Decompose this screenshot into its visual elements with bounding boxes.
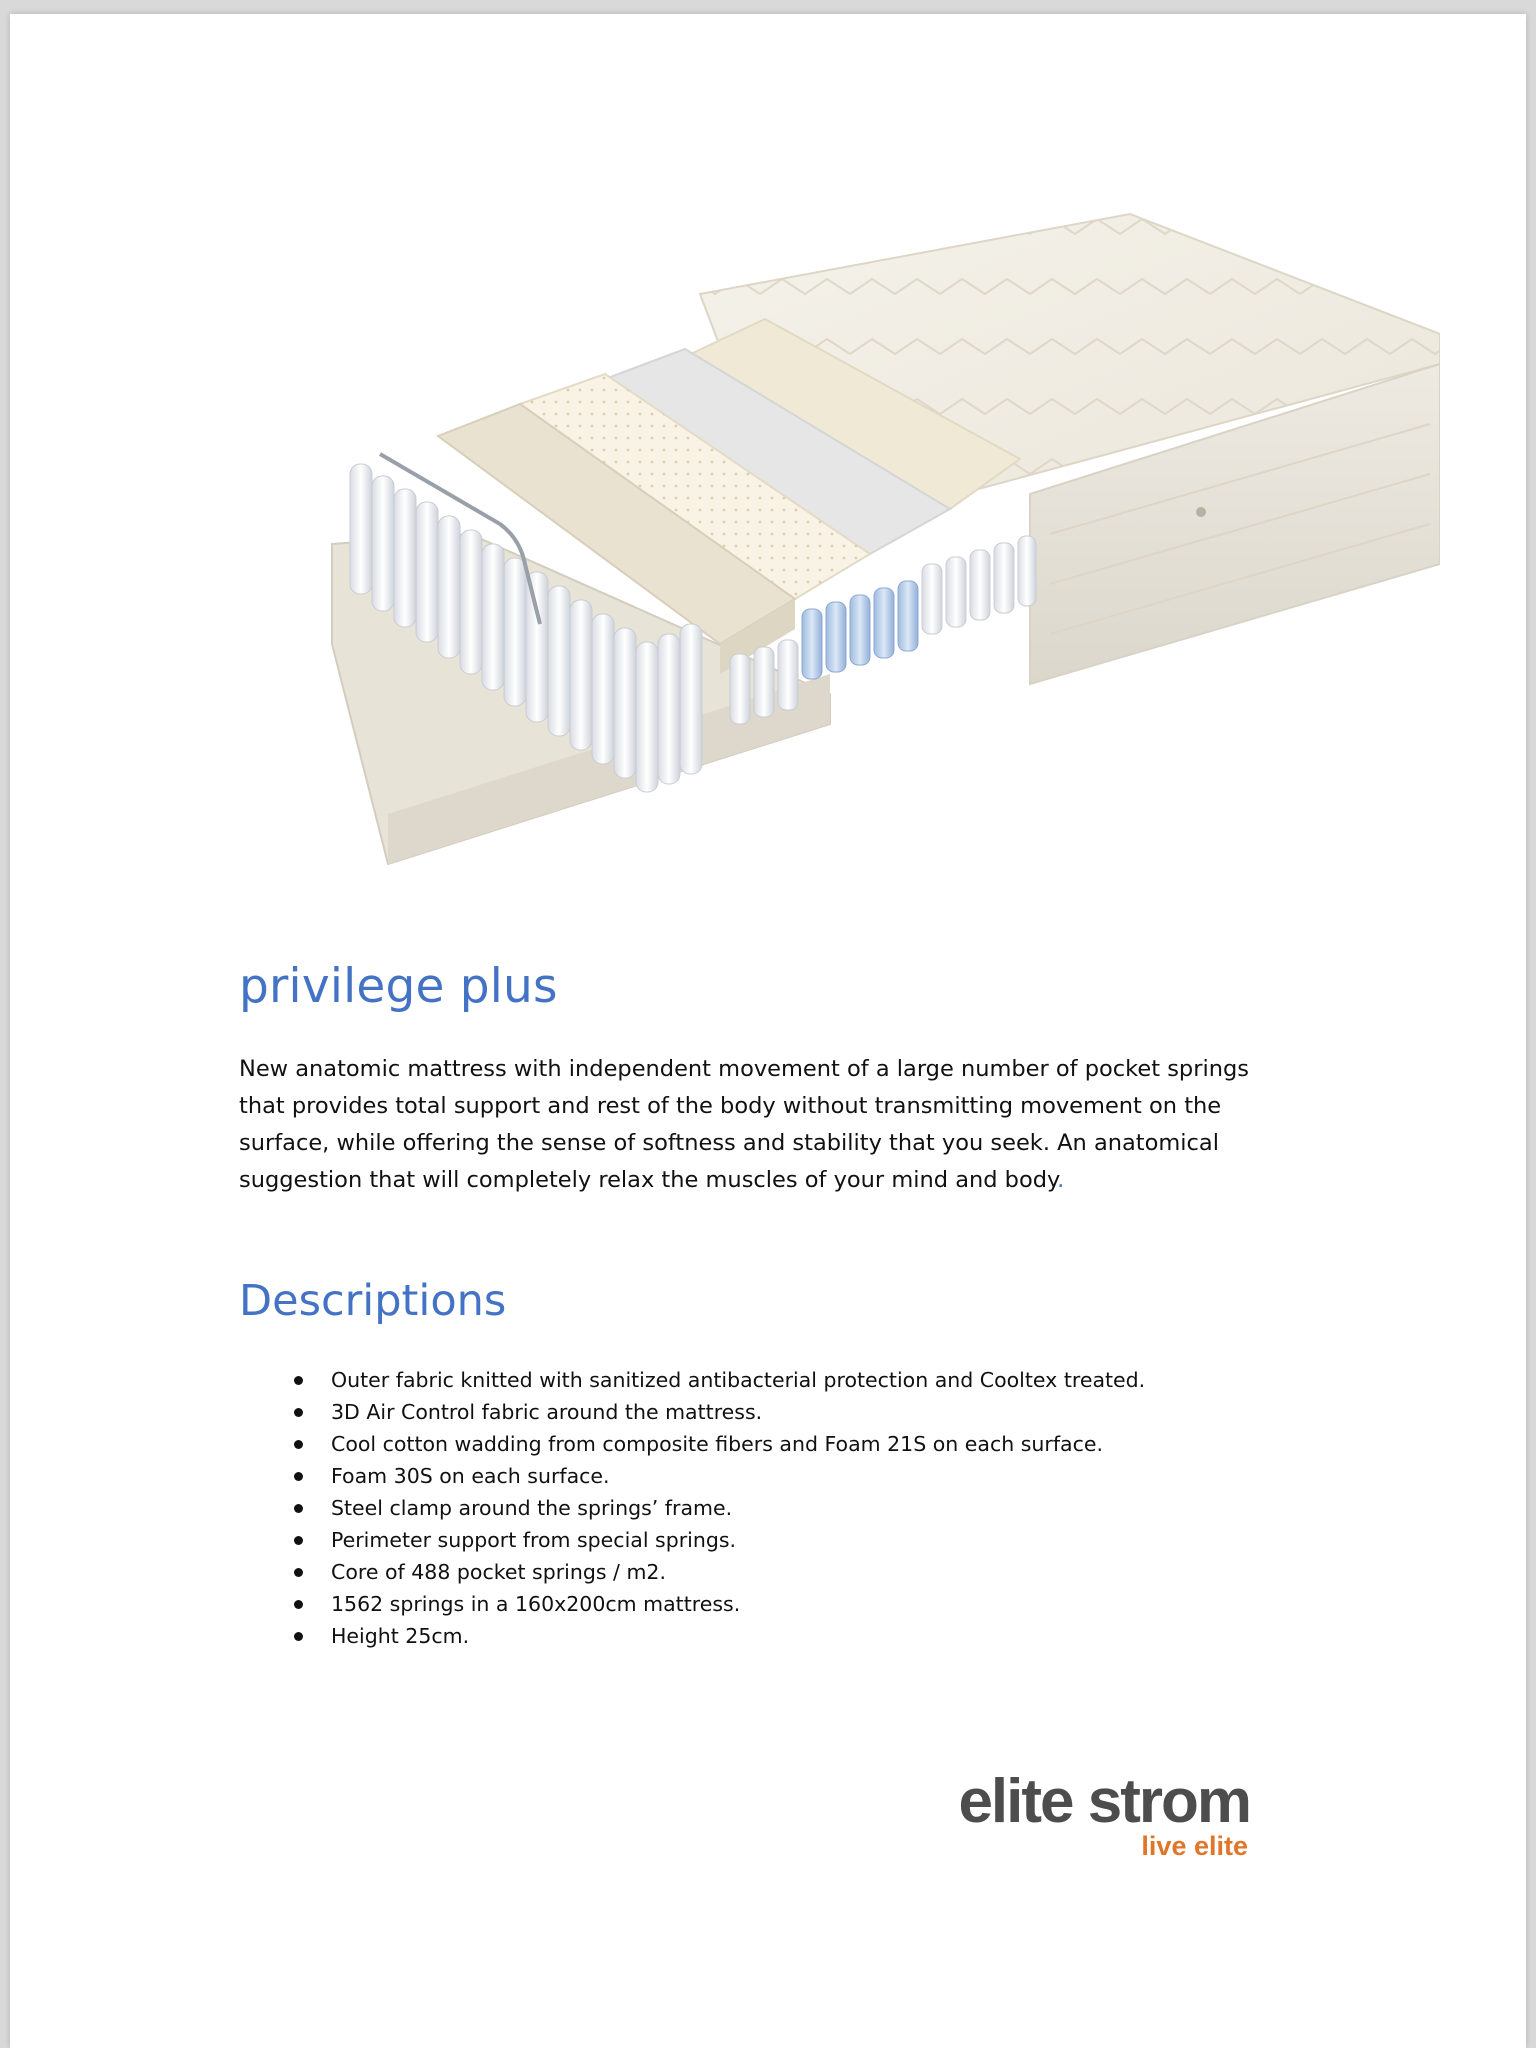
descriptions-heading: Descriptions <box>239 1276 507 1326</box>
bullet-icon <box>294 1440 303 1449</box>
product-title: privilege plus <box>239 959 558 1014</box>
list-item <box>239 1492 1239 1524</box>
list-item <box>239 1524 1239 1556</box>
list-item-text: Foam 30S on each surface. <box>331 1464 610 1488</box>
list-item <box>239 1620 1239 1652</box>
mattress-cross-section-image <box>310 204 1440 904</box>
product-description <box>239 1051 1299 1199</box>
list-item <box>239 1364 1239 1396</box>
descriptions-list <box>239 1364 1239 1652</box>
bullet-icon <box>294 1632 303 1641</box>
list-item-text: Height 25cm. <box>331 1624 470 1648</box>
document-page <box>10 14 1526 2048</box>
list-item-text: Outer fabric knitted with sanitized antibacterial protection and Cooltex treated. <box>331 1368 1146 1392</box>
product-description-end: . <box>1057 1167 1065 1193</box>
product-description-text: New anatomic mattress with independent movement of a large number of pocket springs that provides total support and rest of the body without transmitting movement on the surface, while offering the sense of softness and stability that you seek. An anatomical suggestion that will completely relax the muscles of your mind and body <box>239 1056 1249 1193</box>
brand-name: elite strom <box>958 1767 1250 1836</box>
list-item-text: 3D Air Control fabric around the mattress. <box>331 1400 763 1424</box>
brand-tagline: live elite <box>1141 1831 1248 1861</box>
bullet-icon <box>294 1408 303 1417</box>
brand-logo <box>920 1766 1250 1876</box>
list-item <box>239 1460 1239 1492</box>
list-item-text: Steel clamp around the springs’ frame. <box>331 1496 733 1520</box>
list-item <box>239 1396 1239 1428</box>
bullet-icon <box>294 1568 303 1577</box>
list-item <box>239 1428 1239 1460</box>
bullet-icon <box>294 1376 303 1385</box>
list-item <box>239 1588 1239 1620</box>
bullet-icon <box>294 1504 303 1513</box>
list-item-text: Perimeter support from special springs. <box>331 1528 737 1552</box>
bullet-icon <box>294 1472 303 1481</box>
list-item <box>239 1556 1239 1588</box>
list-item-text: Cool cotton wadding from composite fibers and Foam 21S on each surface. <box>331 1432 1104 1456</box>
bullet-icon <box>294 1536 303 1545</box>
list-item-text: Core of 488 pocket springs / m2. <box>331 1560 666 1584</box>
list-item-text: 1562 springs in a 160x200cm mattress. <box>331 1592 741 1616</box>
bullet-icon <box>294 1600 303 1609</box>
